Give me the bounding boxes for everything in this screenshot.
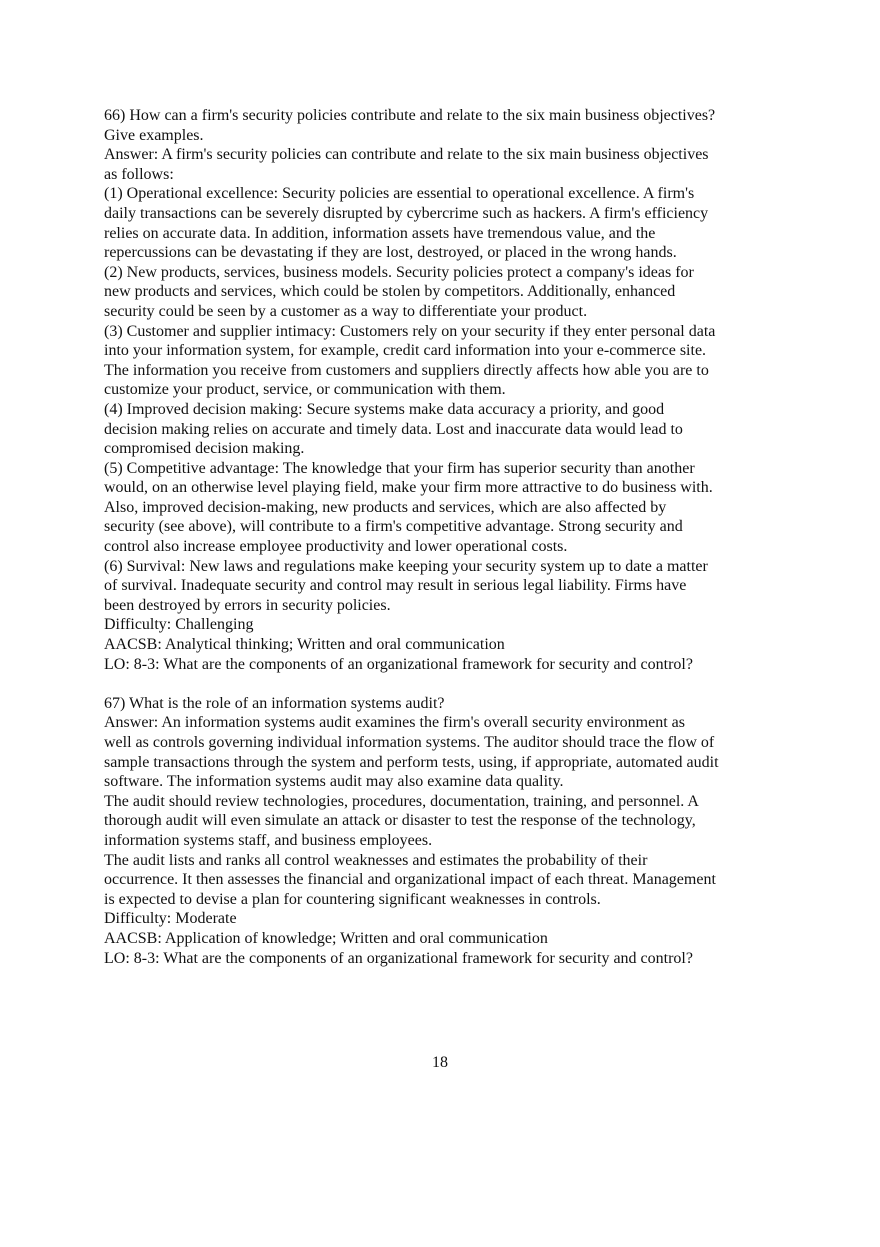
- question-66-answer: [104, 145, 776, 615]
- answer-line: (3) Customer and supplier intimacy: Customers rely on your security if they enter personal data: [104, 322, 716, 340]
- answer-line: (6) Survival: New laws and regulations make keeping your security system up to date a matter: [104, 557, 708, 575]
- answer-line: well as controls governing individual information systems. The auditor should trace the flow of: [104, 734, 715, 751]
- question-67-text: 67) What is the role of an information systems audit?: [104, 694, 445, 712]
- question-67: [104, 694, 776, 968]
- answer-line: relies on accurate data. In addition, information assets have tremendous value, and the: [104, 224, 656, 242]
- question-67-difficulty: Difficulty: Moderate: [104, 910, 237, 928]
- answer-line: security (see above), will contribute to a firm's competitive advantage. Strong security and: [104, 518, 683, 536]
- answer-line: (4) Improved decision making: Secure systems make data accuracy a priority, and good: [104, 400, 665, 418]
- answer-line: as follows:: [104, 165, 174, 183]
- question-66-text-line-2: Give examples.: [104, 126, 204, 144]
- question-separator: [104, 674, 776, 694]
- question-66: [104, 106, 776, 674]
- answer-line: (5) Competitive advantage: The knowledge that your firm has superior security than another: [104, 459, 695, 477]
- page-number: 18: [432, 1054, 448, 1071]
- answer-line: new products and services, which could be stolen by competitors. Additionally, enhanced: [104, 283, 676, 301]
- answer-line: into your information system, for example, credit card information into your e-commerce site.: [104, 342, 707, 360]
- answer-line: decision making relies on accurate and timely data. Lost and inaccurate data would lead to: [104, 420, 683, 438]
- answer-line: (1) Operational excellence: Security policies are essential to operational excellence. A firm's: [104, 185, 695, 203]
- answer-line: The audit lists and ranks all control weaknesses and estimates the probability of their: [104, 851, 648, 869]
- question-67-learning-objective: LO: 8-3: What are the components of an organizational framework for security and control?: [104, 949, 693, 967]
- answer-line: sample transactions through the system and perform tests, using, if appropriate, automated audit: [104, 753, 719, 771]
- answer-line: information systems staff, and business employees.: [104, 831, 433, 849]
- answer-line: is expected to devise a plan for countering significant weaknesses in controls.: [104, 890, 601, 908]
- question-66-text-line-1: 66) How can a firm's security policies contribute and relate to the six main business objectives?: [104, 107, 716, 124]
- answer-line: control also increase employee productivity and lower operational costs.: [104, 538, 568, 556]
- question-66-aacsb: AACSB: Analytical thinking; Written and oral communication: [104, 636, 505, 654]
- answer-line: (2) New products, services, business models. Security policies protect a company's ideas for: [104, 263, 694, 281]
- answer-line: The information you receive from customers and suppliers directly affects how able you are to: [104, 361, 709, 379]
- question-67-aacsb: AACSB: Application of knowledge; Written and oral communication: [104, 929, 548, 947]
- answer-line: been destroyed by errors in security policies.: [104, 596, 391, 614]
- question-66-difficulty: Difficulty: Challenging: [104, 616, 254, 634]
- answer-line: compromised decision making.: [104, 440, 305, 458]
- document-page: [104, 106, 776, 968]
- question-66-learning-objective: LO: 8-3: What are the components of an organizational framework for security and control?: [104, 655, 693, 673]
- answer-line: thorough audit will even simulate an attack or disaster to test the response of the technology,: [104, 812, 696, 830]
- answer-line: security could be seen by a customer as a way to differentiate your product.: [104, 302, 588, 320]
- answer-line: software. The information systems audit may also examine data quality.: [104, 773, 564, 791]
- answer-line: Answer: A firm's security policies can contribute and relate to the six main business objectives: [104, 146, 709, 164]
- answer-line: repercussions can be devastating if they are lost, destroyed, or placed in the wrong hands.: [104, 244, 677, 262]
- question-67-answer: [104, 713, 776, 909]
- answer-line: occurrence. It then assesses the financial and organizational impact of each threat. Management: [104, 871, 716, 889]
- answer-line: customize your product, service, or communication with them.: [104, 381, 506, 399]
- answer-line: Also, improved decision-making, new products and services, which are also affected by: [104, 498, 667, 516]
- answer-line: Answer: An information systems audit examines the firm's overall security environment as: [104, 714, 685, 732]
- answer-line: of survival. Inadequate security and control may result in serious legal liability. Firms have: [104, 577, 687, 595]
- answer-line: The audit should review technologies, procedures, documentation, training, and personnel. A: [104, 792, 699, 810]
- answer-line: daily transactions can be severely disrupted by cybercrime such as hackers. A firm's efficiency: [104, 204, 709, 222]
- answer-line: would, on an otherwise level playing field, make your firm more attractive to do business with.: [104, 479, 713, 497]
